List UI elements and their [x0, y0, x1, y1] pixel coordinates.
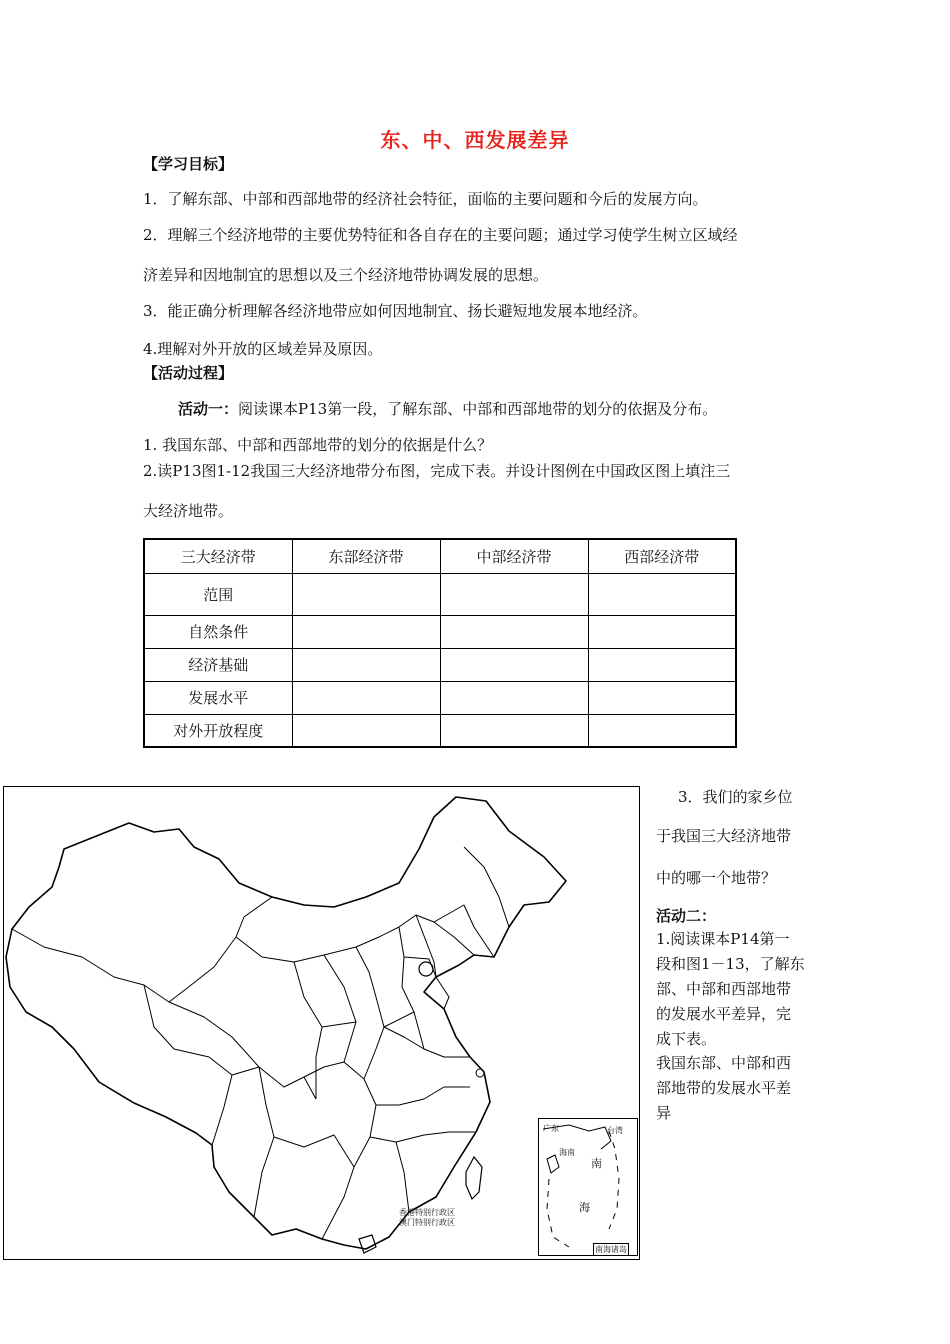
activity-2-line-5: 成下表。	[656, 1030, 717, 1048]
province-border	[169, 1002, 259, 1067]
activity-2-line-1: 1.阅读课本P14第一	[656, 930, 790, 948]
table-header-cell: 中部经济带	[440, 539, 588, 573]
activity-2-line-2: 段和图1－13，了解东	[656, 955, 805, 973]
inset-label-hai: 海	[579, 1201, 590, 1214]
economic-belts-table	[143, 538, 737, 748]
shanghai-marker	[476, 1069, 484, 1077]
province-border	[236, 915, 474, 962]
table-header-cell: 西部经济带	[588, 539, 736, 573]
province-border	[396, 1142, 409, 1212]
answer-cell[interactable]	[588, 648, 736, 681]
table-row	[144, 573, 736, 615]
taiwan-outline	[466, 1157, 482, 1199]
answer-cell[interactable]	[292, 615, 440, 648]
activity-2-line-3: 部、中部和西部地带	[656, 980, 792, 998]
answer-cell[interactable]	[292, 681, 440, 714]
question-2-line-2: 大经济地带。	[143, 502, 234, 520]
answer-cell[interactable]	[588, 573, 736, 615]
south-china-sea-inset	[538, 1118, 638, 1256]
answer-cell[interactable]	[440, 714, 588, 747]
goals-heading: 【学习目标】	[143, 155, 234, 173]
answer-cell[interactable]	[440, 573, 588, 615]
table-header-cell: 三大经济带	[144, 539, 292, 573]
inset-label-hainan: 海南	[559, 1148, 575, 1157]
goal-item-1: 1．了解东部、中部和西部地带的经济社会特征，面临的主要问题和今后的发展方向。	[143, 190, 708, 208]
activity-2-label: 活动二：	[656, 907, 717, 925]
beijing-marker	[419, 962, 433, 976]
province-border	[376, 1087, 470, 1105]
goal-item-3: 3．能正确分析理解各经济地带应如何因地制宜、扬长避短地发展本地经济。	[143, 302, 648, 320]
activity-2-line-7: 部地带的发展水平差	[656, 1079, 792, 1097]
question-3-line-2: 于我国三大经济地带	[656, 827, 792, 845]
table-row	[144, 681, 736, 714]
inset-label-taiwan: 台湾	[607, 1126, 623, 1135]
inset-drawing	[539, 1119, 637, 1255]
row-label: 自然条件	[144, 615, 292, 648]
activity-1-label: 活动一：	[178, 400, 239, 418]
process-heading: 【活动过程】	[143, 364, 234, 382]
answer-cell[interactable]	[588, 714, 736, 747]
goal-item-4: 4.理解对外开放的区域差异及原因。	[143, 340, 383, 358]
activity-2-line-8: 异	[656, 1104, 672, 1122]
province-border	[404, 957, 449, 1009]
province-border	[304, 1062, 376, 1239]
province-border	[274, 1135, 354, 1167]
province-border	[322, 1022, 356, 1027]
inset-caption: 南海诸岛	[595, 1245, 627, 1254]
province-border	[370, 1132, 476, 1142]
row-label: 范围	[144, 573, 292, 615]
table-row	[144, 648, 736, 681]
question-3-line-1: 3．我们的家乡位	[678, 788, 793, 806]
question-2-line-1: 2.读P13图1-12我国三大经济地带分布图，完成下表。并设计图例在中国政区图上填注三	[143, 462, 731, 480]
province-border	[12, 897, 272, 1002]
answer-cell[interactable]	[440, 615, 588, 648]
activity-1	[178, 398, 717, 419]
question-1: 1. 我国东部、中部和西部地带的划分的依据是什么？	[143, 436, 493, 454]
province-border	[324, 955, 356, 1062]
table-row	[144, 615, 736, 648]
row-label: 发展水平	[144, 681, 292, 714]
activity-2-line-6: 我国东部、中部和西	[656, 1054, 792, 1072]
inset-label-nan: 南	[591, 1157, 602, 1170]
province-border	[384, 1012, 414, 1027]
province-border	[294, 962, 322, 1099]
province-border	[212, 1075, 232, 1145]
table-header-cell: 东部经济带	[292, 539, 440, 573]
activity-2-line-4: 的发展水平差异，完	[656, 1005, 792, 1023]
table-row	[144, 714, 736, 747]
row-label: 对外开放程度	[144, 714, 292, 747]
answer-cell[interactable]	[292, 573, 440, 615]
province-border	[384, 1027, 470, 1057]
answer-cell[interactable]	[588, 681, 736, 714]
macao-label: 澳门特别行政区	[399, 1218, 455, 1227]
province-border	[254, 1067, 274, 1217]
province-border	[434, 905, 494, 957]
province-border	[399, 927, 424, 1049]
answer-cell[interactable]	[292, 648, 440, 681]
goal-item-2-line-2: 济差异和因地制宜的思想以及三个经济地带协调发展的思想。	[143, 266, 549, 284]
inset-label-guangdong: 广东	[543, 1124, 559, 1133]
page-title: 东、中、西发展差异	[380, 128, 570, 152]
row-label: 经济基础	[144, 648, 292, 681]
province-border	[356, 947, 384, 1079]
province-border	[464, 847, 509, 927]
hk-label: 香港特别行政区	[399, 1208, 455, 1217]
answer-cell[interactable]	[440, 648, 588, 681]
answer-cell[interactable]	[440, 681, 588, 714]
answer-cell[interactable]	[292, 714, 440, 747]
goal-item-2-line-1: 2．理解三个经济地带的主要优势特征和各自存在的主要问题；通过学习使学生树立区域经	[143, 226, 738, 244]
hainan-outline	[359, 1235, 376, 1253]
answer-cell[interactable]	[588, 615, 736, 648]
table-header-row	[144, 539, 736, 573]
activity-1-text: 阅读课本P13第一段，了解东部、中部和西部地带的划分的依据及分布。	[238, 400, 718, 418]
question-3-line-3: 中的哪一个地带？	[656, 869, 777, 887]
